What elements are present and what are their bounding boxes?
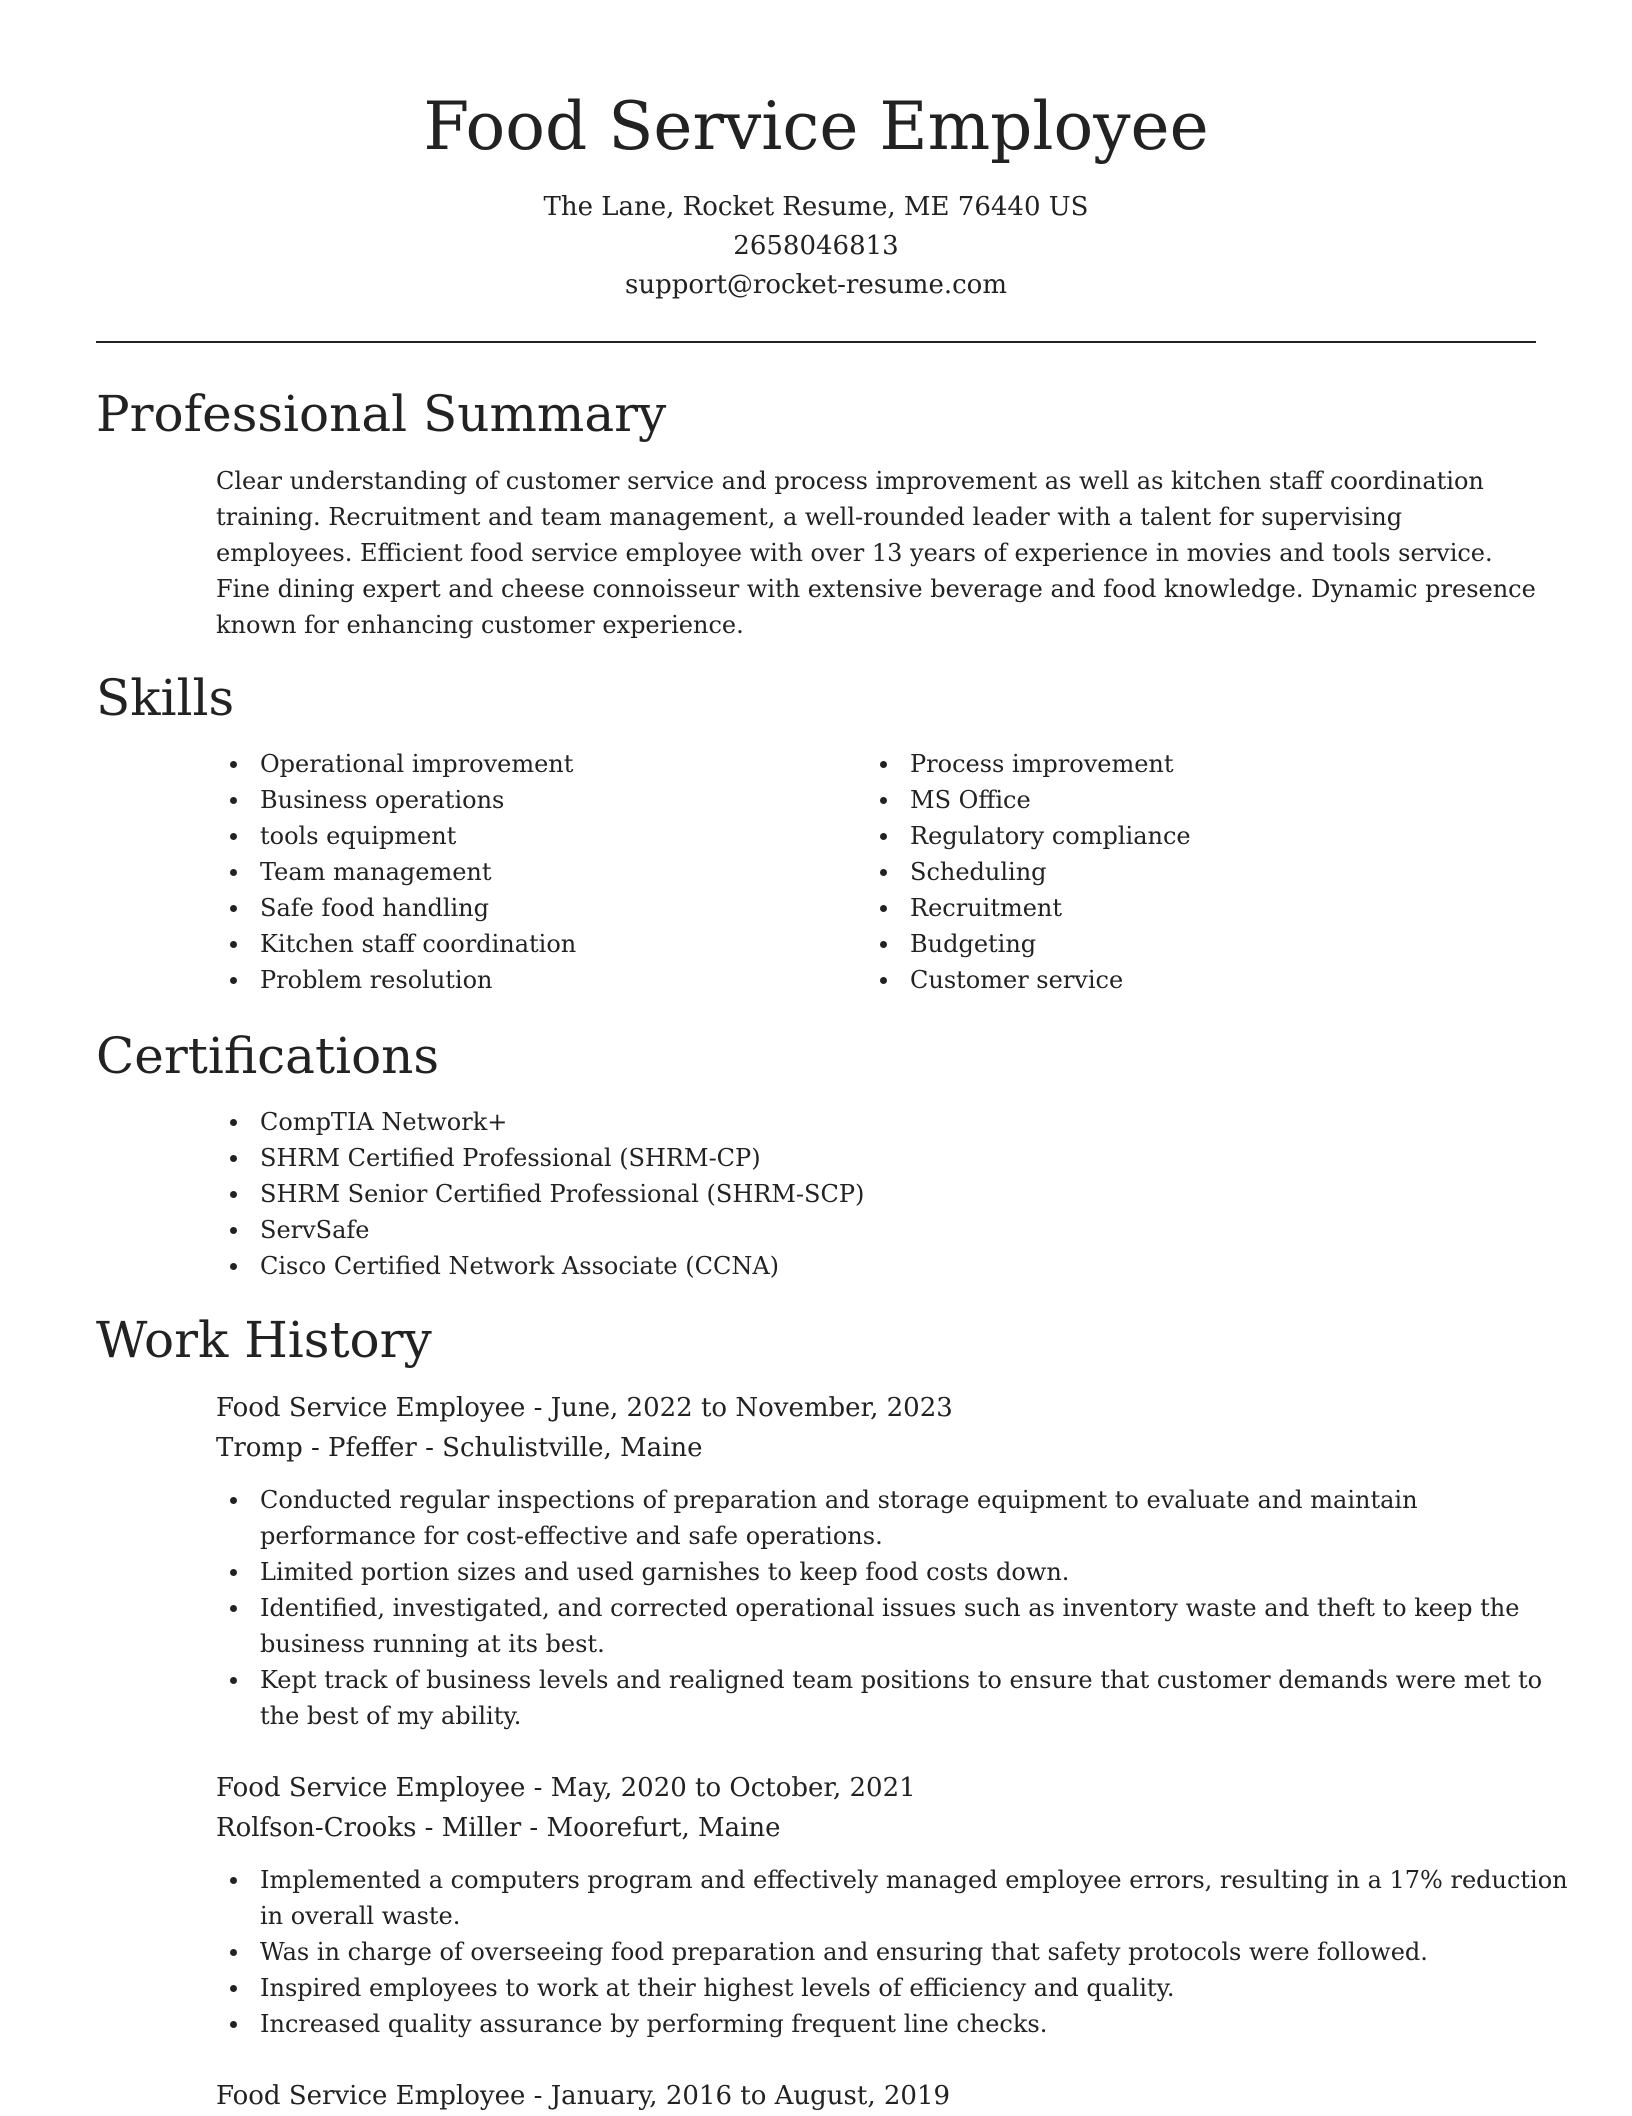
skill-item: tools equipment	[260, 818, 860, 854]
contact-email: support@rocket-resume.com	[624, 270, 1007, 300]
skill-item: Problem resolution	[260, 962, 860, 998]
job-bullet: Inspired employees to work at their highest levels of efficiency and quality.	[260, 1970, 1580, 2006]
job-title-line: Food Service Employee - January, 2016 to August, 2019	[216, 2081, 951, 2111]
work-history-heading: Work History	[96, 1311, 432, 1369]
job-company-line: Tromp - Pfeffer - Schulistville, Maine	[216, 1433, 703, 1463]
certification-item: CompTIA Network+	[260, 1104, 1460, 1140]
skill-item: Operational improvement	[260, 746, 860, 782]
skill-item: Team management	[260, 854, 860, 890]
header-divider	[96, 341, 1536, 343]
skills-heading: Skills	[96, 669, 235, 727]
certifications-list	[216, 1104, 1460, 1284]
job-title-line: Food Service Employee - May, 2020 to October, 2021	[216, 1773, 916, 1803]
job-bullet: Conducted regular inspections of preparation and storage equipment to evaluate and maintain performance for cost-effective and safe operations.	[260, 1482, 1580, 1554]
skill-item: Recruitment	[910, 890, 1510, 926]
job-dates: January, 2016 to August, 2019	[550, 2081, 951, 2111]
certification-item: SHRM Certified Professional (SHRM-CP)	[260, 1140, 1460, 1176]
skill-item: Business operations	[260, 782, 860, 818]
summary-heading: Professional Summary	[96, 385, 667, 443]
summary-text: Clear understanding of customer service and process improvement as well as kitchen staff coordination training. Recruitment and team management, a well-rounded leader with a talent for supervising employees. Efficient food service employee with over 13 years of experience in movies and tools service. Fine dining expert and cheese connoisseur with extensive beverage and food knowledge. Dynamic presence known for enhancing customer experience.	[216, 467, 1536, 639]
skills-list-left	[216, 746, 860, 998]
job-title: Food Service Employee	[216, 1393, 526, 1423]
job-company: Rolfson-Crooks - Miller	[216, 1813, 522, 1843]
resume-name: Food Service Employee	[423, 88, 1209, 165]
skill-item: Scheduling	[910, 854, 1510, 890]
skill-item: Customer service	[910, 962, 1510, 998]
job-bullet: Limited portion sizes and used garnishes to keep food costs down.	[260, 1554, 1580, 1590]
job-bullet: Was in charge of overseeing food preparation and ensuring that safety protocols were followed.	[260, 1934, 1580, 1970]
skill-item: Budgeting	[910, 926, 1510, 962]
job-company-line: Rolfson-Crooks - Miller - Moorefurt, Maine	[216, 1813, 781, 1843]
job-bullet: Kept track of business levels and realigned team positions to ensure that customer demands were met to the best of my ability.	[260, 1662, 1580, 1734]
skill-item: Process improvement	[910, 746, 1510, 782]
job-dates: June, 2022 to November, 2023	[550, 1393, 953, 1423]
job-bullet: Identified, investigated, and corrected operational issues such as inventory waste and theft to keep the business running at its best.	[260, 1590, 1580, 1662]
certification-item: SHRM Senior Certified Professional (SHRM-SCP)	[260, 1176, 1460, 1212]
job-title: Food Service Employee	[216, 2081, 526, 2111]
certification-item: ServSafe	[260, 1212, 1460, 1248]
skill-item: MS Office	[910, 782, 1510, 818]
certification-item: Cisco Certified Network Associate (CCNA)	[260, 1248, 1460, 1284]
job-bullet: Increased quality assurance by performing frequent line checks.	[260, 2006, 1580, 2042]
contact-phone: 2658046813	[733, 231, 899, 261]
job-title: Food Service Employee	[216, 1773, 526, 1803]
skill-item: Kitchen staff coordination	[260, 926, 860, 962]
skills-list-right	[866, 746, 1510, 998]
job-title-line: Food Service Employee - June, 2022 to November, 2023	[216, 1393, 953, 1423]
job-location: Moorefurt, Maine	[546, 1813, 781, 1843]
contact-address: The Lane, Rocket Resume, ME 76440 US	[543, 192, 1089, 222]
certifications-heading: Certifications	[96, 1027, 440, 1085]
job-location: Schulistville, Maine	[442, 1433, 703, 1463]
job-company: Tromp - Pfeffer	[216, 1433, 417, 1463]
skill-item: Regulatory compliance	[910, 818, 1510, 854]
job-dates: May, 2020 to October, 2021	[550, 1773, 916, 1803]
skill-item: Safe food handling	[260, 890, 860, 926]
job-bullets	[216, 1482, 1580, 1734]
job-bullets	[216, 1862, 1580, 2042]
job-bullet: Implemented a computers program and effectively managed employee errors, resulting in a 17% reduction in overall waste.	[260, 1862, 1580, 1934]
